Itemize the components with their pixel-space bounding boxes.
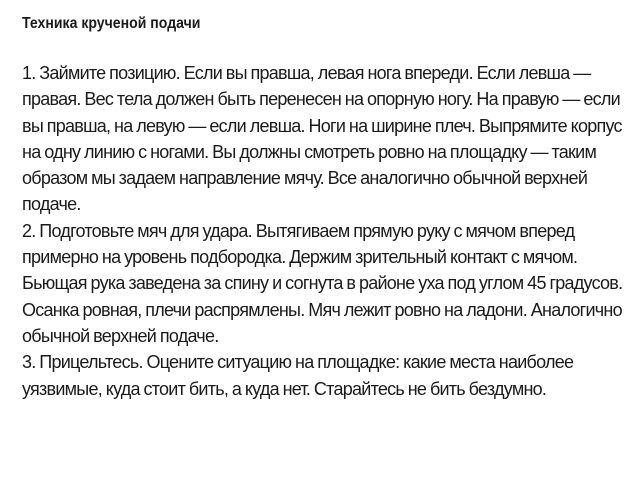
document-title: Техника крученой подачи (22, 15, 201, 32)
document-body (22, 60, 626, 402)
step-paragraph-3: 3. Прицельтесь. Оцените ситуацию на площадке: какие места наиболее уязвимые, куда стоит бить, а куда нет. Старайтесь не бить бездумно. (22, 352, 574, 399)
step-paragraph-1: 1. Займите позицию. Если вы правша, левая нога впереди. Если левша — правая. Вес тела должен быть перенесен на опорную ногу. На правую — если вы правша, на левую — если левша. Ноги на ширине плеч. Выпрямите корпус на одну линию с ногами. Вы должны смотреть ровно на площадку — таким образом мы задаем направление мячу. Все аналогично обычной верхней подаче. (22, 63, 622, 215)
step-paragraph-2: 2. Подготовьте мяч для удара. Вытягиваем прямую руку с мячом вперед примерно на уровень подбородка. Держим зрительный контакт с мячом. Бьющая рука заведена за спину и согнута в районе уха под углом 45 градусов. Осанка ровная, плечи распрямлены. Мяч лежит ровно на ладони. Аналогично обычной верхней подаче. (22, 220, 623, 346)
